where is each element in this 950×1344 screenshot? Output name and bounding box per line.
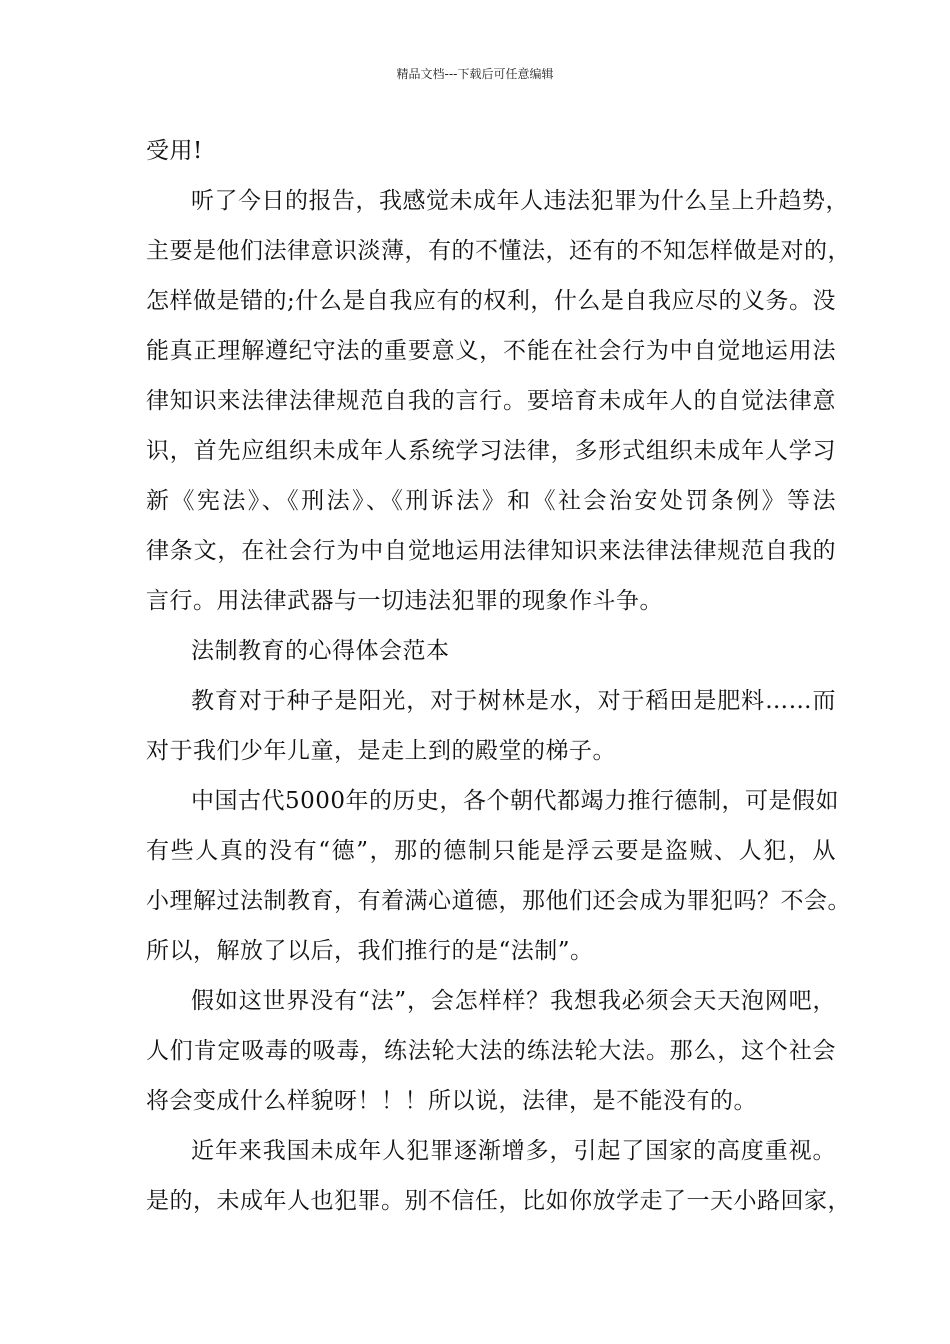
text-line: 律条文，在社会行为中自觉地运用法律知识来法律法律规范自我的 [146, 538, 836, 564]
text-line: 人们肯定吸毒的吸毒，练法轮大法的练法轮大法。那么，这个社会 [146, 1038, 836, 1064]
text-line: 主要是他们法律意识淡薄，有的不懂法，还有的不知怎样做是对的， [146, 238, 851, 264]
text-line: 受用! [146, 138, 203, 164]
text-line: 是的，未成年人也犯罪。别不信任，比如你放学走了一天小路回家， [146, 1188, 851, 1214]
page-header: 精品文档---下载后可任意编辑 [396, 67, 554, 81]
text-line: 假如这世界没有“法”，会怎样样？我想我必须会天天泡网吧， [191, 988, 836, 1014]
text-line: 听了今日的报告，我感觉未成年人违法犯罪为什么呈上升趋势， [191, 188, 849, 214]
section-heading: 法制教育的心得体会范本 [191, 638, 450, 664]
text-line: 律知识来法律法律规范自我的言行。要培育未成年人的自觉法律意 [146, 388, 836, 414]
text-line: 识，首先应组织未成年人系统学习法律，多形式组织未成年人学习 [146, 438, 836, 464]
text-line: 对于我们少年儿童，是走上到的殿堂的梯子。 [146, 738, 616, 764]
text-line: 怎样做是错的;什么是自我应有的权利，什么是自我应尽的义务。没 [146, 288, 836, 314]
text-line: 近年来我国未成年人犯罪逐渐增多，引起了国家的高度重视。 [191, 1138, 836, 1164]
text-line: 有些人真的没有“德”，那的德制只能是浮云要是盗贼、人犯，从 [146, 838, 836, 864]
text-line: 将会变成什么样貌呀！！！所以说，法律，是不能没有的。 [146, 1088, 757, 1114]
text-line: 能真正理解遵纪守法的重要意义，不能在社会行为中自觉地运用法 [146, 338, 836, 364]
text-line: 中国古代5000年的历史，各个朝代都竭力推行德制，可是假如 [191, 788, 840, 814]
text-line: 言行。用法律武器与一切违法犯罪的现象作斗争。 [146, 588, 663, 614]
text-line: 小理解过法制教育，有着满心道德，那他们还会成为罪犯吗？不会。 [146, 888, 851, 914]
document-body [146, 126, 851, 1226]
text-line: 新《宪法》、《刑法》、《刑诉法》和《社会治安处罚条例》等法 [146, 488, 836, 514]
text-line: 所以，解放了以后，我们推行的是“法制”。 [146, 938, 594, 964]
text-line: 教育对于种子是阳光，对于树林是水，对于稻田是肥料……而 [191, 688, 836, 714]
